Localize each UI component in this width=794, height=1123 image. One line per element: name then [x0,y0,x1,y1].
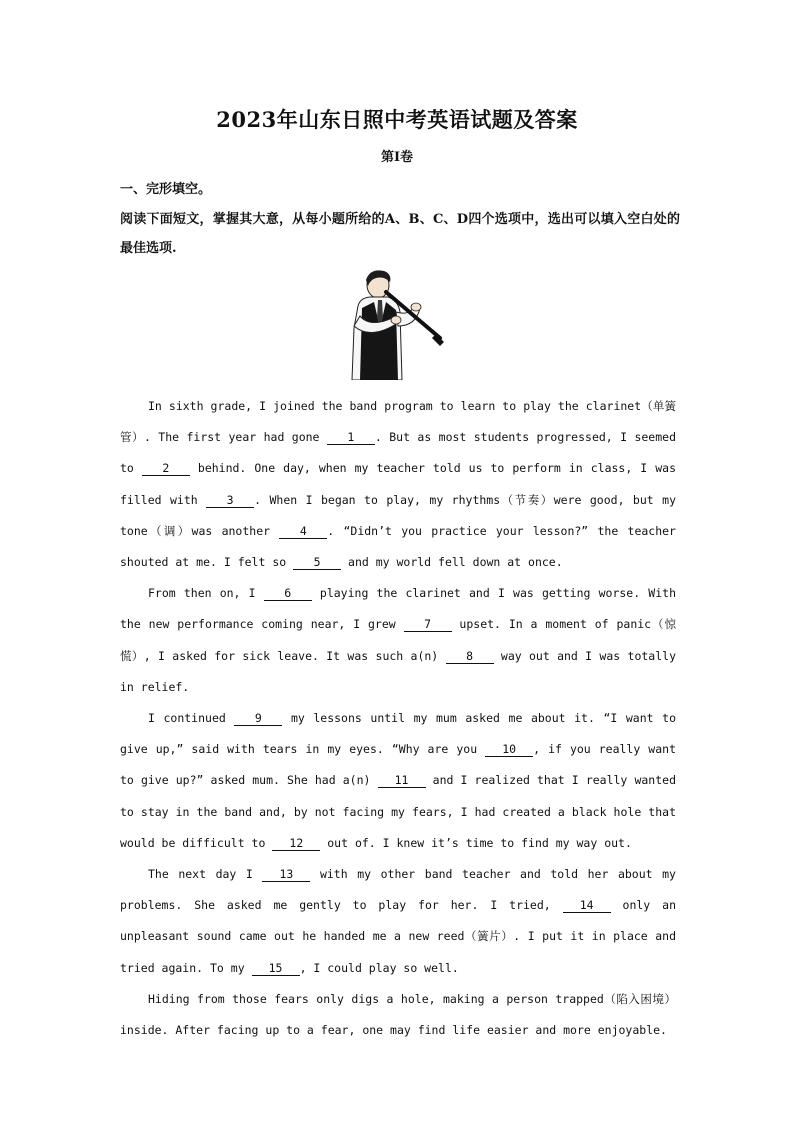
passage-text: From then on, I [148,586,264,601]
blank-9: 9 [234,711,282,726]
passage [120,391,676,1046]
blank-14: 14 [563,898,611,913]
passage-text: Hiding from those fears only digs a hole, making a person trapped（陷入困境）inside. After facing up to a fear, one may find life easier and more enjoyable. [120,991,676,1038]
passage-text: . But as most students progressed, I seemed to [120,430,676,476]
passage-text: , I could play so well. [299,960,459,975]
passage-text: upset. In a moment of panic（惊慌）, I asked for sick leave. It was such a(n) [120,617,676,663]
blank-6: 6 [264,586,312,601]
paragraph-5 [120,984,676,1046]
passage-text: behind. One day, when my teacher told us to perform in class, I was filled with [120,461,676,507]
blank-10: 10 [485,742,533,757]
passage-text: . When I began to play, my rhythms（节奏）were good, but my tone（调）was another [120,492,676,538]
blank-7: 7 [404,617,452,632]
blank-8: 8 [446,649,494,664]
blank-5: 5 [293,555,341,570]
blank-2: 2 [142,461,190,476]
passage-text: only an unpleasant sound came out he handed me a new reed（簧片）. I put it in place and tried again. To my [120,898,676,975]
clarinet-player-illustration [340,268,450,380]
volume-label: 第Ⅰ卷 [380,150,414,165]
blank-12: 12 [272,836,320,851]
paragraph-3 [120,703,676,859]
paragraph-2 [120,578,676,703]
passage-text: , if you really want to give up?” asked mum. She had a(n) [120,742,676,788]
instructions: 阅读下面短文，掌握其大意，从每小题所给的A、B、C、D四个选项中，选出可以填入空白处的最佳选项. [120,212,680,256]
page-title: 2023年山东日照中考英语试题及答案 [216,107,578,132]
blank-13: 13 [262,867,310,882]
section-heading: 一、完形填空。 [120,182,212,197]
paragraph-1 [120,391,676,578]
passage-text: playing the clarinet and I was getting worse. With the new performance coming near, I grew [120,586,676,632]
passage-text: out of. I knew it’s time to find my way out. [320,835,632,850]
blank-11: 11 [378,773,426,788]
blank-4: 4 [279,524,327,539]
passage-text: . “Didn’t you practice your lesson?” the teacher shouted at me. I felt so [120,523,676,570]
blank-3: 3 [206,493,254,508]
passage-text: with my other band teacher and told her about my problems. She asked me gently to play for her. I tried, [120,867,676,913]
passage-text: and I realized that I really wanted to stay in the band and, by not facing my fears, I had created a black hole that would be difficult to [120,773,676,850]
passage-text: The next day I [148,867,263,882]
passage-text: I continued [148,711,235,726]
paragraph-4 [120,859,676,984]
passage-text: and my world fell down at once. [341,555,563,570]
passage-text: In sixth grade, I joined the band program to learn to play the clarinet（单簧管）. The first year had gone [120,399,676,445]
passage-text: my lessons until my mum asked me about it. “I want to give up,” said with tears in my eyes. “Why are you [120,711,676,757]
blank-15: 15 [252,961,300,976]
passage-text: way out and I was totally in relief. [120,648,676,694]
blank-1: 1 [327,430,375,445]
